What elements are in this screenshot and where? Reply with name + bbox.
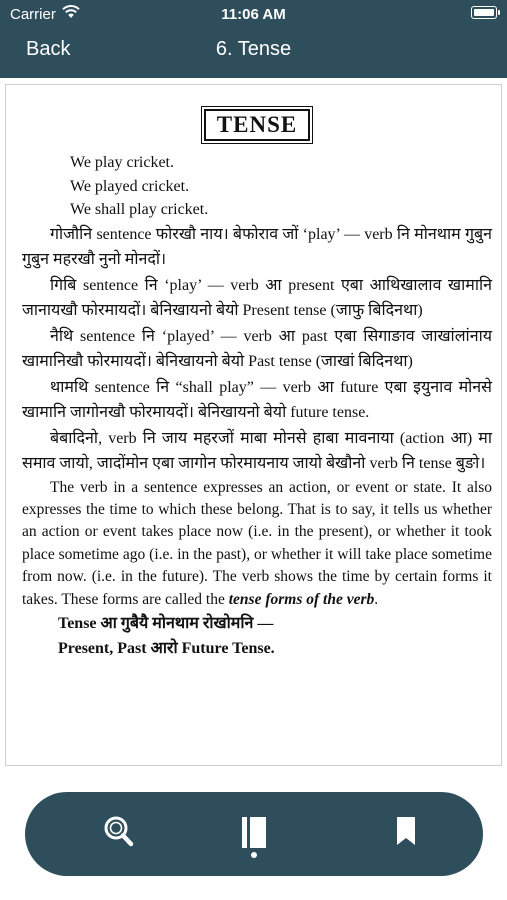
carrier-label: Carrier	[10, 6, 56, 23]
tab-search[interactable]	[79, 792, 159, 876]
book-page-viewer[interactable]	[5, 84, 502, 766]
english-paragraph-text: The verb in a sentence expresses an action, or event or state. It also expresses the time to which these belong. That is to say, it tells us whether an action or event takes place now (i.e. in the present), or whether it took place sometime ago (i.e. in the past), or whether it will take place sometime from now. (i.e. in the future). The verb shows the time by certain forms it takes. These forms are called the	[22, 478, 492, 608]
search-icon	[99, 812, 139, 852]
tab-bookmarks[interactable]	[366, 792, 446, 876]
battery-icon	[471, 6, 497, 19]
paragraph: नैथि sentence नि ‘played’ — verb आ past एबा सिगाङाव जाखांलांनाय खामानिखौ फोरमायदों। बेनिखायनो बेयो Past tense (जाखां बिदिनथा)	[22, 327, 492, 370]
example-sentence: We played cricket.	[70, 177, 190, 195]
status-bar	[0, 0, 507, 28]
status-time: 11:06 AM	[221, 6, 286, 23]
paragraph: गोजौनि sentence फोरखौ नाय। बेफोराव जों ‘play’ — verb नि मोनथाम गुबुन गुबुन महरखौ नुनो मोनदों।	[22, 225, 492, 268]
bookmark-icon	[386, 812, 426, 852]
selected-tab-indicator	[251, 852, 257, 858]
english-paragraph-end: .	[374, 590, 379, 608]
tab-book[interactable]	[214, 792, 294, 876]
summary-line: Present, Past आरो Future Tense.	[58, 640, 275, 658]
paragraph: बेबादिनो, verb नि जाय महरजों माबा मोनसे हाबा मावनाया (action आ) मा समाव जायो, जादोंमोन एबा जागोन फोरमायनाय जायो बेखौनो verb नि tense बुङो।	[22, 429, 492, 472]
back-button[interactable]: Back	[26, 38, 71, 60]
page-title: 6. Tense	[215, 38, 292, 60]
paragraph: गिबि sentence नि ‘play’ — verb आ present एबा आथिखालाव खामानि जानायखौ फोरमायदों। बेनिखायनो बेयो Present tense (जाफु बिदिनथा)	[22, 276, 492, 319]
summary-line: Tense आ गुबैयै मोनथाम रोखोमनि —	[58, 614, 274, 632]
english-paragraph	[22, 477, 492, 611]
paragraph: थामथि sentence नि “shall play” — verb आ future एबा इयुनाव मोनसे खामानि जागोनखौ फोरमायदों। बेनिखायनो बेयो future tense.	[22, 378, 492, 421]
book-page-content	[22, 103, 492, 662]
example-sentence: We play cricket.	[70, 154, 174, 171]
example-sentence: We shall play cricket.	[70, 201, 209, 218]
book-icon	[234, 812, 274, 852]
emphasis-text: tense forms of the verb	[228, 590, 375, 608]
bottom-tab-bar	[25, 792, 483, 876]
chapter-heading: TENSE	[204, 109, 310, 141]
navigation-header	[0, 0, 507, 78]
